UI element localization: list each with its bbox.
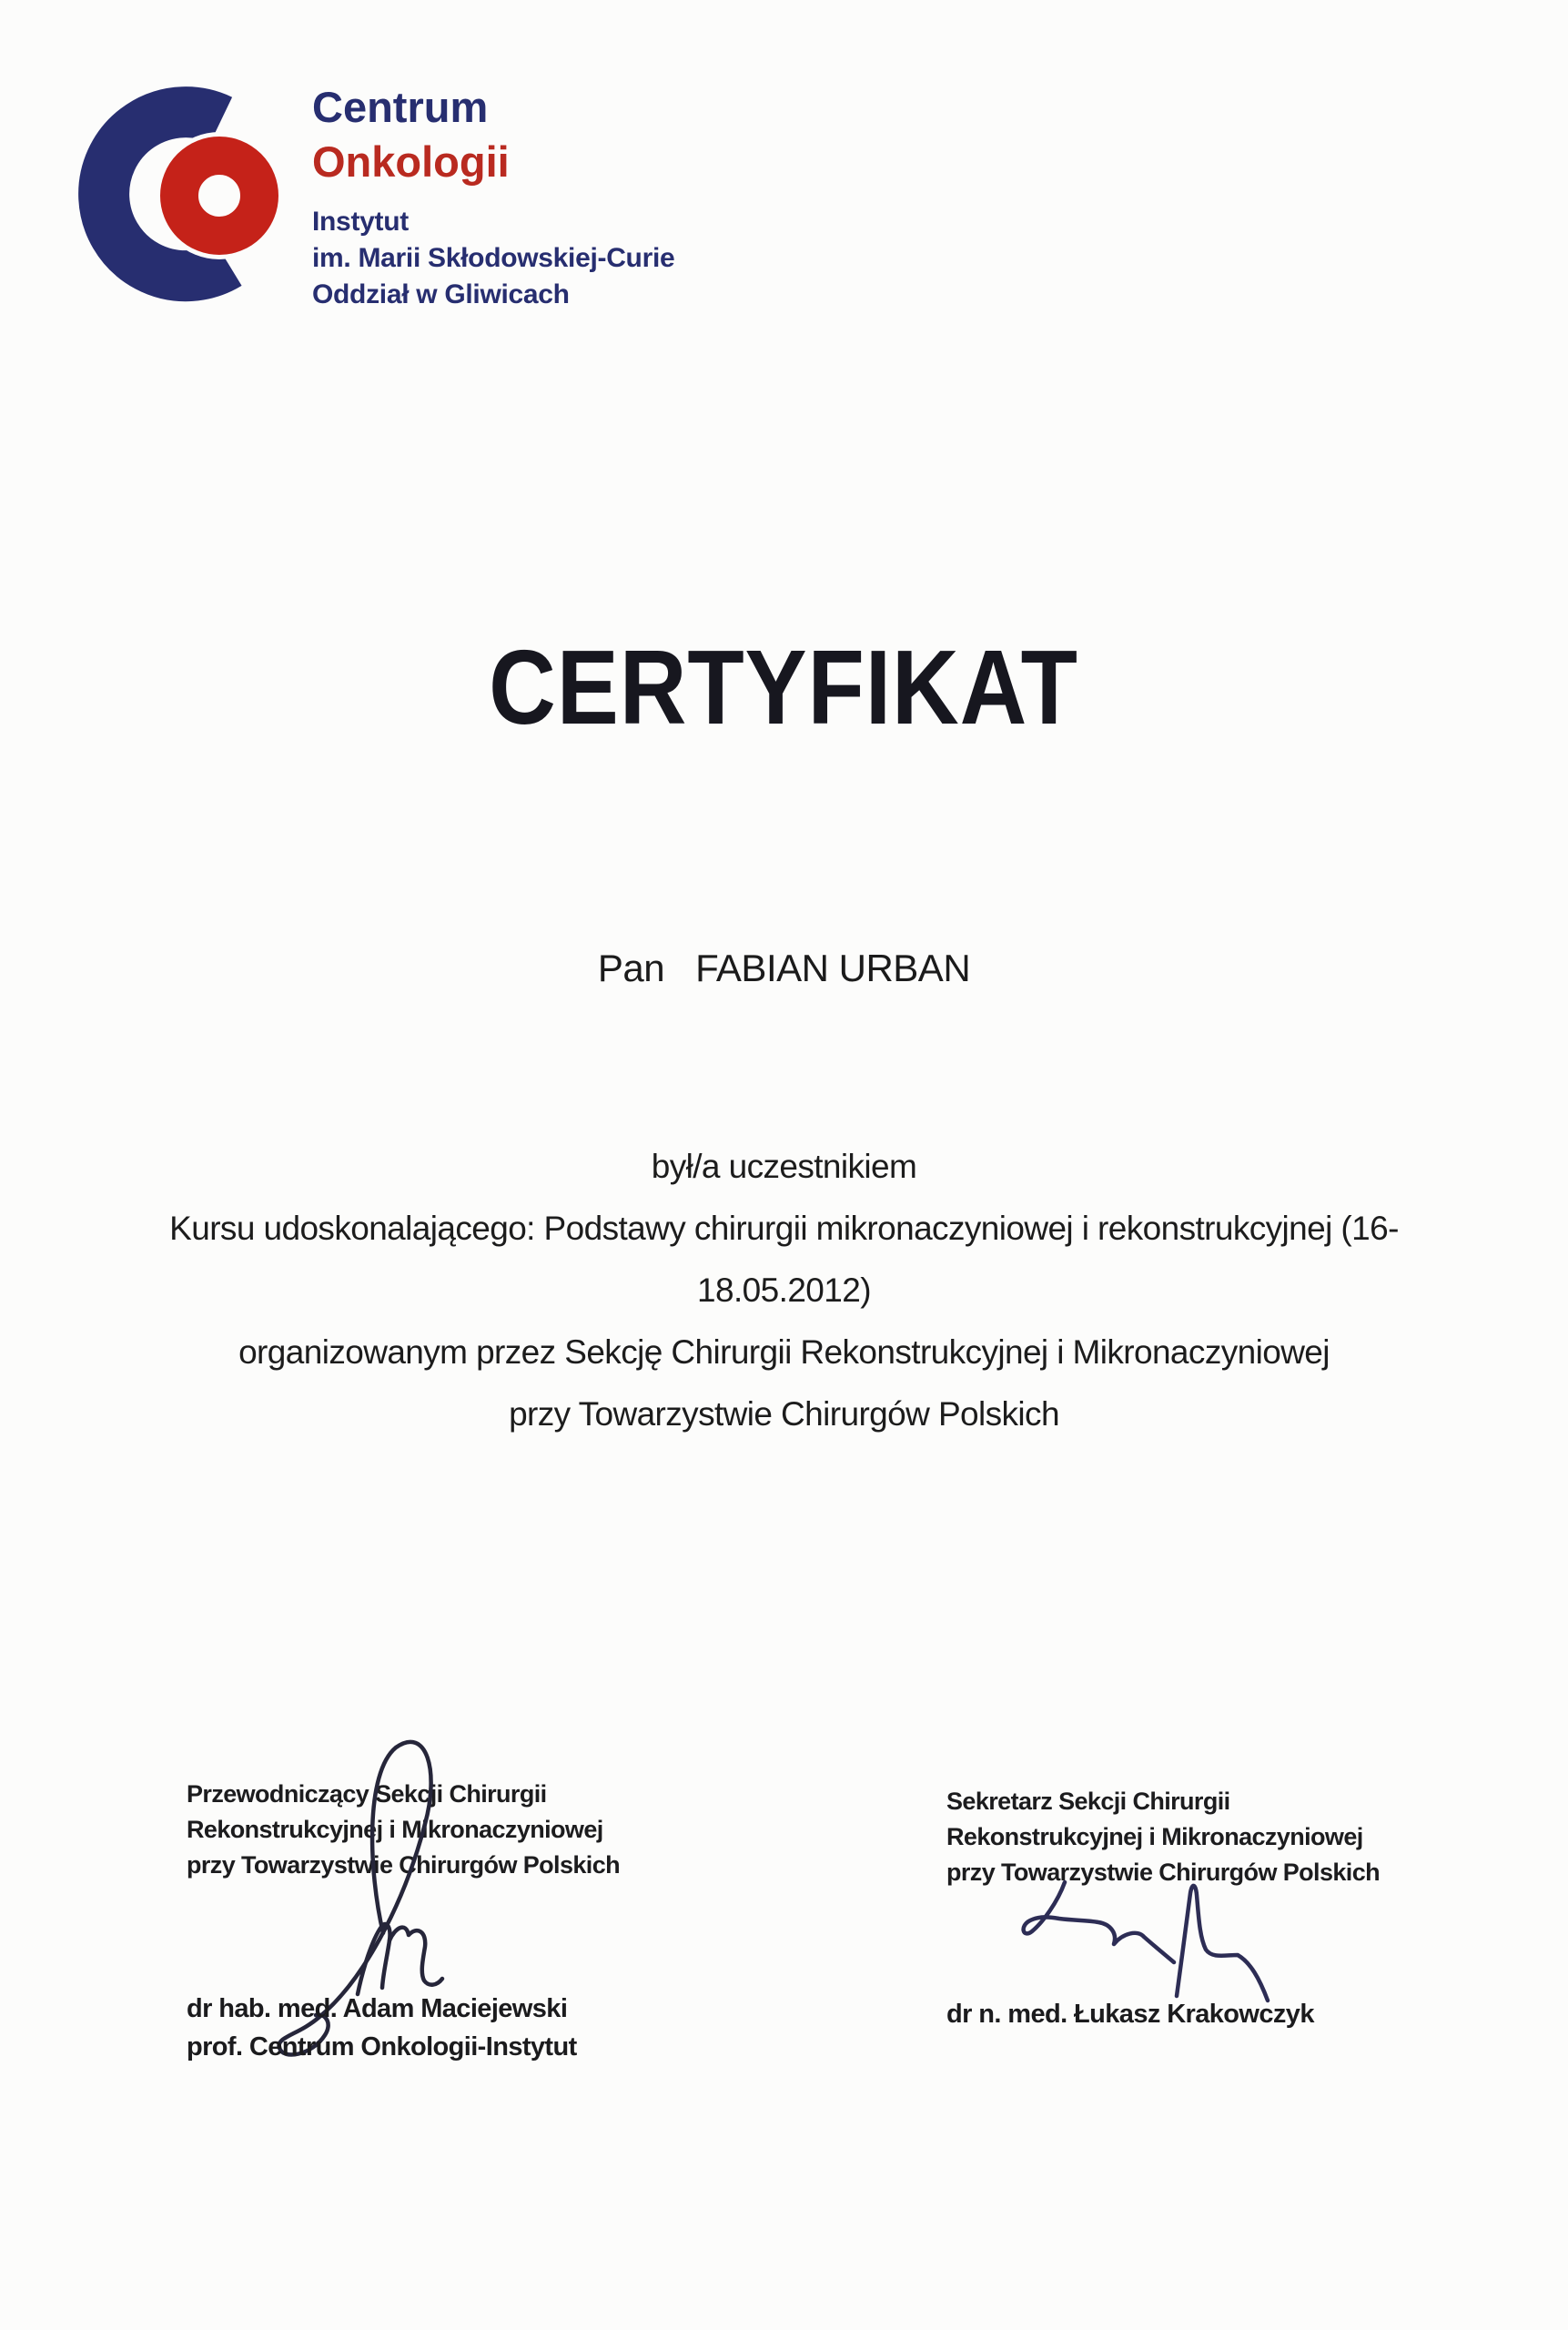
right-role-line-3: przy Towarzystwie Chirurgów Polskich <box>946 1859 1381 1886</box>
right-role-line-2: Rekonstrukcyjnej i Mikronaczyniowej <box>946 1823 1363 1850</box>
body-line-course-date: 18.05.2012) <box>697 1271 871 1309</box>
logo-sub-line1: Instytut <box>312 207 409 237</box>
right-signatory-name: dr n. med. Łukasz Krakowczyk <box>946 2000 1314 2029</box>
body-line-participation: był/a uczestnikiem <box>651 1148 917 1185</box>
logo-sub-line2: im. Marii Skłodowskiej-Curie <box>312 243 675 273</box>
title-row <box>0 626 1568 748</box>
left-role-line-2: Rekonstrukcyjnej i Mikronaczyniowej <box>187 1816 603 1843</box>
left-signatory-name: dr hab. med. Adam Maciejewski <box>187 1994 568 2023</box>
left-role-line-1: Przewodniczący Sekcji Chirurgii <box>187 1780 547 1808</box>
left-role-line-3: przy Towarzystwie Chirurgów Polskich <box>187 1851 621 1879</box>
right-signature-handwriting <box>983 1868 1283 2013</box>
left-signatory-names <box>187 1990 733 2066</box>
right-signatory-names <box>946 1995 1492 2033</box>
logo-name-line1: Centrum <box>312 83 489 131</box>
certificate-title: CERTYFIKAT <box>489 628 1079 746</box>
recipient-row <box>0 947 1568 990</box>
recipient-salutation: Pan <box>597 947 665 989</box>
logo-subtitle-block <box>312 204 674 313</box>
logo-sub-line3: Oddział w Gliwicach <box>312 279 570 309</box>
logo-text-block <box>312 80 674 313</box>
certificate-body <box>0 1149 1568 1458</box>
body-line-society: przy Towarzystwie Chirurgów Polskich <box>509 1395 1059 1433</box>
left-signatory-title: prof. Centrum Onkologii-Instytut <box>187 2032 577 2062</box>
right-role-line-1: Sekretarz Sekcji Chirurgii <box>946 1788 1230 1815</box>
body-line-course-name: Kursu udoskonalającego: Podstawy chirurgii mikronaczyniowej i rekonstrukcyjnej (16- <box>169 1210 1399 1247</box>
recipient-name: FABIAN URBAN <box>695 947 971 989</box>
body-line-organizer: organizowanym przez Sekcję Chirurgii Rekonstrukcyjnej i Mikronaczyniowej <box>238 1333 1330 1371</box>
centrum-onkologii-logo-icon <box>73 71 309 326</box>
logo-name-line2: Onkologii <box>312 137 510 186</box>
